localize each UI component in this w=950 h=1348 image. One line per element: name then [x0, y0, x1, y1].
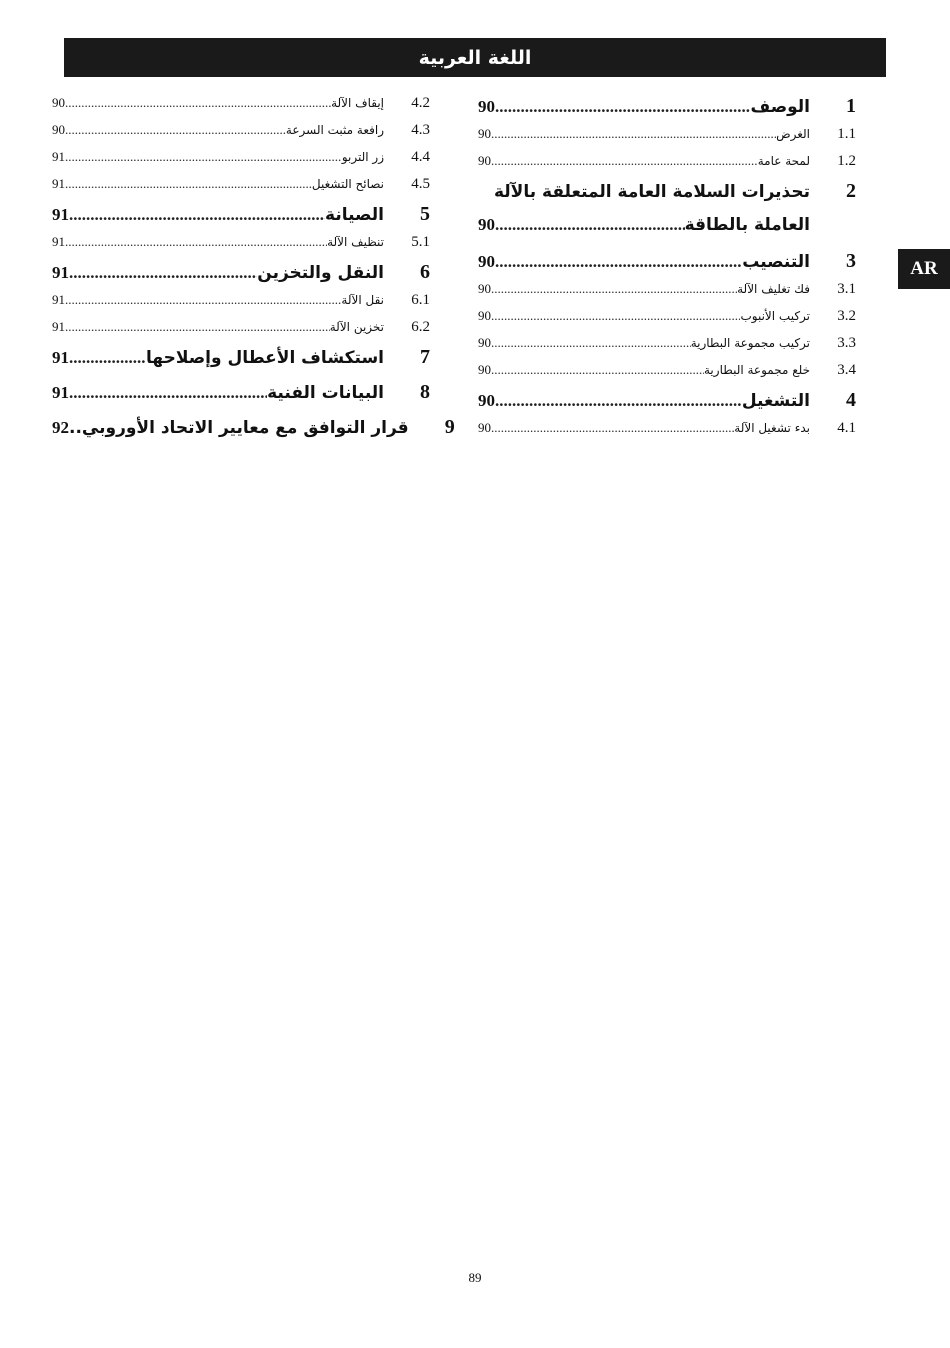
toc-page-number: 91	[52, 205, 69, 224]
toc-number: 1.1	[837, 126, 856, 142]
toc-title: الصيانة	[325, 205, 384, 225]
toc-page-number: 90	[52, 122, 65, 137]
toc-page-number: 90	[478, 97, 495, 116]
toc-leader-dots	[65, 122, 286, 138]
toc-number: 1.2	[837, 153, 856, 169]
toc-leader-dots	[491, 308, 740, 324]
toc-leader-dots	[69, 263, 257, 283]
toc-title: تركيب الأنبوب	[740, 309, 810, 323]
toc-number: 1	[846, 95, 856, 117]
toc-page-number: 91	[52, 383, 69, 402]
toc-leader-dots	[69, 205, 325, 225]
toc-entry[interactable]	[478, 308, 856, 335]
toc-leader-dots	[65, 176, 312, 192]
toc-title: التنصيب	[742, 252, 810, 272]
toc-number: 4.4	[411, 149, 430, 165]
toc-leader-dots	[65, 292, 341, 308]
toc-title: فك تغليف الآلة	[737, 282, 810, 296]
toc-title: خلع مجموعة البطارية	[704, 363, 810, 377]
toc-entry[interactable]	[52, 234, 430, 261]
toc-title: زر التربو	[341, 150, 384, 164]
toc-leader-dots	[495, 97, 750, 117]
toc-page-number: 91	[52, 234, 65, 249]
toc-page-number: 91	[52, 292, 65, 307]
toc-page-number: 90	[478, 252, 495, 271]
toc-page-number: 91	[52, 319, 65, 334]
toc-page-number: 91	[52, 348, 69, 367]
toc-number: 3.2	[837, 308, 856, 324]
toc-number: 3.4	[837, 362, 856, 378]
toc-number: 3.1	[837, 281, 856, 297]
toc-page-number: 90	[478, 215, 495, 234]
toc-column-right	[478, 95, 856, 447]
toc-number: 3.3	[837, 335, 856, 351]
toc-entry[interactable]	[52, 381, 430, 416]
toc-entry[interactable]	[478, 420, 856, 447]
toc-number: 9	[444, 416, 455, 438]
toc-page-number: 90	[478, 281, 491, 296]
toc-entry[interactable]	[52, 292, 430, 319]
toc-title: رافعة مثبت السرعة	[285, 123, 384, 137]
toc-page-number: 91	[52, 176, 65, 191]
toc-title: النقل والتخزين	[257, 263, 384, 283]
toc-number: 8	[420, 381, 430, 403]
toc-number: 6.2	[411, 319, 430, 335]
toc-title: استكشاف الأعطال وإصلاحها	[145, 348, 384, 368]
toc-leader-dots	[65, 149, 342, 165]
page-number: 89	[468, 1270, 482, 1285]
toc-number: 6	[420, 261, 430, 283]
toc-title: البيانات الفنية	[267, 383, 384, 403]
language-header-title: اللغة العربية	[418, 46, 532, 69]
toc-leader-dots	[65, 95, 331, 111]
toc-entry[interactable]	[478, 153, 856, 180]
toc-title: العاملة بالطاقة	[684, 215, 810, 235]
toc-number: 7	[420, 346, 430, 368]
toc-page-number: 91	[52, 149, 65, 164]
toc-leader-dots	[491, 362, 704, 378]
toc-number: 4.2	[411, 95, 430, 111]
toc-title: لمحة عامة	[757, 154, 810, 168]
toc-page-number: 90	[478, 126, 491, 141]
toc-title: تنظيف الآلة	[327, 235, 384, 249]
toc-title: نقل الآلة	[341, 293, 384, 307]
toc-entry[interactable]	[52, 319, 430, 346]
toc-title: إيقاف الآلة	[331, 96, 384, 110]
toc-page-number: 92	[52, 418, 69, 437]
toc-leader-dots	[65, 319, 330, 335]
toc-entry[interactable]	[52, 346, 430, 381]
toc-entry[interactable]	[52, 416, 455, 451]
toc-page-number: 90	[478, 420, 491, 435]
toc-page-number: 90	[478, 153, 491, 168]
language-header-bar	[64, 38, 886, 77]
toc-entry[interactable]	[52, 261, 430, 292]
toc-number: 6.1	[411, 292, 430, 308]
toc-entry[interactable]	[52, 203, 430, 234]
toc-entry[interactable]	[478, 95, 856, 126]
toc-leader-dots	[491, 153, 758, 169]
toc-title: تخزين الآلة	[329, 320, 384, 334]
toc-number: 4.5	[411, 176, 430, 192]
language-side-tab-label: AR	[910, 258, 938, 279]
toc-leader-dots	[69, 383, 267, 403]
toc-entry[interactable]	[478, 250, 856, 281]
toc-page-number: 90	[478, 362, 491, 377]
toc-leader-dots	[491, 126, 776, 142]
toc-number: 4.1	[837, 420, 856, 436]
toc-entry[interactable]	[52, 122, 430, 149]
toc-leader-dots	[65, 234, 327, 250]
toc-number: 5	[420, 203, 430, 225]
toc-leader-dots	[495, 215, 685, 235]
toc-entry[interactable]	[478, 215, 856, 250]
toc-page-number: 90	[478, 335, 491, 350]
toc-title: الغرض	[776, 127, 810, 141]
toc-page-number: 90	[52, 95, 65, 110]
toc-title: تركيب مجموعة البطارية	[690, 336, 810, 350]
toc-title: قرار التوافق مع معايير الاتحاد الأوروبي..	[69, 418, 409, 438]
toc-page-number: 90	[478, 308, 491, 323]
toc-title: الوصف	[750, 97, 810, 117]
toc-entry[interactable]	[478, 281, 856, 308]
toc-entry[interactable]	[52, 176, 430, 203]
toc-page-number: 90	[478, 391, 495, 410]
toc-number: 4	[846, 389, 856, 411]
toc-number: 3	[846, 250, 856, 272]
toc-entry[interactable]	[478, 126, 856, 153]
toc-title: التشغيل	[741, 391, 810, 411]
toc-leader-dots	[491, 281, 737, 297]
toc-leader-dots	[69, 348, 146, 368]
toc-title: بدء تشغيل الآلة	[734, 421, 810, 435]
toc-leader-dots	[491, 335, 691, 351]
toc-column-left	[52, 95, 455, 451]
toc-title: نصائح التشغيل	[311, 177, 384, 191]
toc-leader-dots	[491, 420, 734, 436]
toc-page-number: 91	[52, 263, 69, 282]
toc-entry[interactable]	[478, 180, 856, 215]
toc-entry[interactable]	[52, 149, 430, 176]
toc-number: 4.3	[411, 122, 430, 138]
language-side-tab	[898, 249, 950, 289]
toc-entry[interactable]	[478, 335, 856, 362]
toc-leader-dots	[495, 252, 742, 272]
toc-number: 5.1	[411, 234, 430, 250]
toc-title: تحذيرات السلامة العامة المتعلقة بالآلة	[493, 182, 810, 202]
toc-entry[interactable]	[52, 95, 430, 122]
toc-leader-dots	[495, 391, 742, 411]
toc-entry[interactable]	[478, 389, 856, 420]
toc-entry[interactable]	[478, 362, 856, 389]
toc-number: 2	[846, 180, 856, 202]
